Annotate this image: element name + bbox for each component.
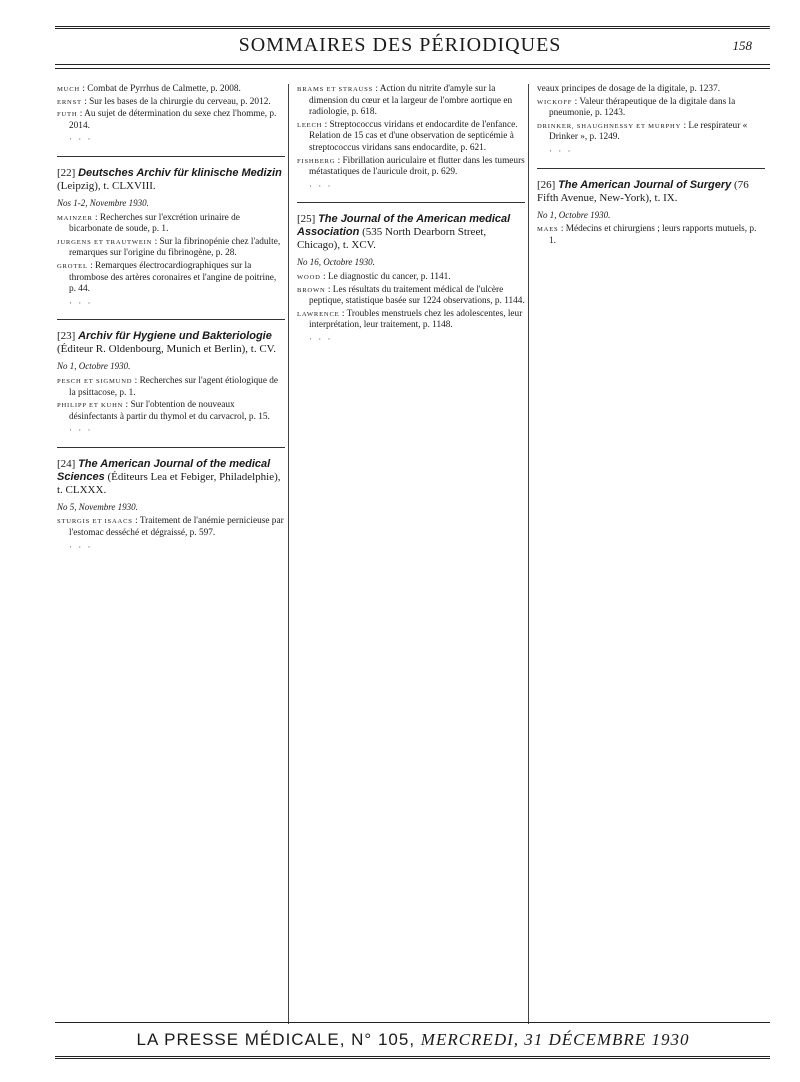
entry-text: veaux principes de dosage de la digitale, p. 1237. (537, 84, 721, 94)
journal-details: (535 North Dearborn Street, Chicago), t. XCV. (297, 226, 487, 252)
column-3 (537, 84, 765, 248)
journal-title: The Journal of the American medical Association (297, 213, 511, 239)
header-bottom-rule (55, 64, 770, 65)
journal-heading (537, 179, 765, 205)
issue-line: No 1, Octobre 1930. (537, 209, 611, 220)
list-item (57, 516, 285, 539)
column-divider (288, 84, 289, 1024)
list-item (297, 84, 525, 119)
omitted-entries-marker: · · · (309, 180, 333, 191)
entry-author: LEECH (297, 121, 323, 129)
column-2 (297, 84, 525, 350)
list-item (57, 261, 285, 296)
list-item (537, 224, 765, 247)
list-item (57, 376, 285, 399)
issue-line: No 5, Novembre 1930. (57, 501, 138, 512)
journal-heading (297, 213, 525, 252)
journal-number: [22] (57, 166, 76, 179)
entry-author: ERNST (57, 98, 82, 106)
page-footer (58, 1030, 768, 1050)
journal-number: [26] (537, 178, 556, 191)
list-item (297, 272, 525, 284)
list-item (57, 400, 285, 423)
list-item (57, 84, 285, 96)
journal-title: Archiv für Hygiene und Bakteriologie (78, 330, 272, 343)
journal-heading (57, 330, 285, 356)
journal-details: (76 Fifth Avenue, New-York), t. IX. (537, 178, 749, 204)
journal-heading (57, 167, 285, 193)
footer-bottom-rule (55, 1056, 770, 1059)
entry-text: : Combat de Pyrrhus de Calmette, p. 2008. (82, 84, 241, 94)
entry-text: : Troubles menstruels chez les adolescentes, leur interprétation, leur traitement, p. 1148. (309, 308, 523, 331)
entry-text: : Recherches sur l'agent étiologique de la psittacose, p. 1. (69, 375, 279, 398)
list-item (297, 285, 525, 308)
omitted-entries-marker: · · · (69, 134, 93, 145)
journal-details: (Leipzig), t. CLXVIII. (57, 179, 156, 192)
entry-author: MAES (537, 226, 559, 234)
journal-title: The American Journal of Surgery (558, 178, 732, 191)
list-item (537, 121, 765, 144)
journal-number: [25] (297, 213, 316, 226)
header-bottom-rule-2 (55, 68, 770, 69)
journal-title: Deutsches Archiv für klinische Medizin (78, 166, 282, 179)
entry-text: : Le diagnostic du cancer, p. 1141. (323, 271, 451, 282)
header-top-rule (55, 26, 770, 29)
entry-text: : Au sujet de détermination du sexe chez l'homme, p. 2014. (69, 109, 277, 131)
list-item (57, 213, 285, 236)
list-item (57, 97, 285, 109)
journal-heading (57, 458, 285, 497)
entry-author: MAINZER (57, 214, 93, 222)
omitted-entries-marker: · · · (69, 297, 93, 308)
entry-author: PHILIPP ET KUHN (57, 402, 124, 410)
section-separator (57, 156, 285, 157)
list-item (297, 120, 525, 155)
journal-details: (Éditeur R. Oldenbourg, Munich et Berlin), t. CV. (57, 343, 276, 356)
entry-text: : Valeur thérapeutique de la digitale dans la pneumonie, p. 1243. (549, 96, 736, 119)
journal-number: [24] (57, 457, 76, 470)
footer-journal: LA PRESSE MÉDICALE, N° 105, (136, 1030, 416, 1049)
list-item (297, 156, 525, 179)
list-item (57, 109, 285, 132)
entry-author: WICKOFF (537, 98, 573, 106)
section-separator (297, 202, 525, 203)
journal-details: (Éditeurs Lea et Febiger, Philadelphie), t. CLXXX. (57, 470, 281, 496)
entry-text: : Traitement de l'anémie pernicieuse par l'estomac desséché et dégraissé, p. 597. (69, 516, 284, 539)
list-item (57, 237, 285, 260)
section-separator (57, 447, 285, 448)
entry-author: GROTEL (57, 262, 88, 270)
column-1 (57, 84, 285, 557)
entry-text: : Fibrillation auriculaire et flutter dans les tumeurs métastatiques de l'auricule droit, p. 629. (309, 155, 525, 178)
entry-text: : Les résultats du traitement médical de l'ulcère peptique, statistique basée sur 1224 observations, p. 1144. (309, 284, 525, 307)
omitted-entries-marker: · · · (549, 145, 573, 156)
entry-text: : Sur les bases de la chirurgie du cerveau, p. 2012. (84, 96, 271, 107)
list-item (297, 309, 525, 332)
entry-author: PESCH ET SIGMUND (57, 377, 133, 385)
entry-author: JURGENS ET TRAUTWEIN (57, 238, 153, 246)
entry-text: : Streptococcus viridans et endocardite de l'enfance. Relation de 15 cas et d'une observation de septicémie à streptococcus viridans sans endocardite, p. 621. (309, 119, 518, 153)
entry-text: : Action du nitrite d'amyle sur la dimension du cœur et la largeur de l'ombre aortique en radiologie, p. 618. (309, 84, 513, 118)
entry-author: BROWN (297, 286, 326, 294)
section-separator (57, 319, 285, 320)
entry-text: : Médecins et chirurgiens ; leurs rapports mutuels, p. 1. (549, 224, 757, 246)
omitted-entries-marker: · · · (69, 425, 93, 436)
entry-text: : Sur la fibrinopénie chez l'adulte, remarques sur l'origine du fibrinogène, p. 28. (69, 236, 281, 259)
omitted-entries-marker: · · · (309, 333, 333, 344)
issue-line: No 1, Octobre 1930. (57, 361, 131, 372)
entry-text: : Le respirateur « Drinker », p. 1249. (549, 120, 748, 143)
entry-text: : Recherches sur l'excrétion urinaire de bicarbonate de soude, p. 1. (69, 212, 240, 235)
page-title: SOMMAIRES DES PÉRIODIQUES (238, 34, 562, 56)
footer-rule (55, 1022, 770, 1023)
entry-author: MUCH (57, 86, 80, 93)
issue-line: Nos 1-2, Novembre 1930. (57, 197, 149, 208)
entry-author: LAWRENCE (297, 310, 340, 318)
section-separator (537, 168, 765, 169)
list-item (537, 97, 765, 120)
issue-line: No 16, Octobre 1930. (297, 257, 375, 268)
entry-author: WOOD (297, 273, 321, 281)
page-number: 158 (732, 38, 752, 53)
entry-author: FUTH (57, 111, 78, 119)
journal-number: [23] (57, 330, 76, 343)
column-divider (528, 84, 529, 1024)
journal-title: The American Journal of the medical Sciences (57, 457, 271, 483)
entry-author: FISHBERG (297, 157, 336, 165)
omitted-entries-marker: · · · (69, 541, 93, 552)
entry-author: DRINKER, SHAUGHNESSY ET MURPHY (537, 122, 682, 130)
entry-author: STURGIS ET ISAACS (57, 518, 133, 526)
list-item (537, 84, 765, 96)
entry-text: : Sur l'obtention de nouveaux désinfectants à partir du thymol et du carvacrol, p. 15. (69, 400, 270, 422)
entry-text: : Remarques électrocardiographiques sur la thrombose des artères coronaires et l'angine de poitrine, p. 44. (69, 260, 277, 295)
footer-date: MERCREDI, 31 DÉCEMBRE 1930 (420, 1030, 690, 1049)
entry-author: BRAMS ET STRAUSS (297, 86, 374, 93)
